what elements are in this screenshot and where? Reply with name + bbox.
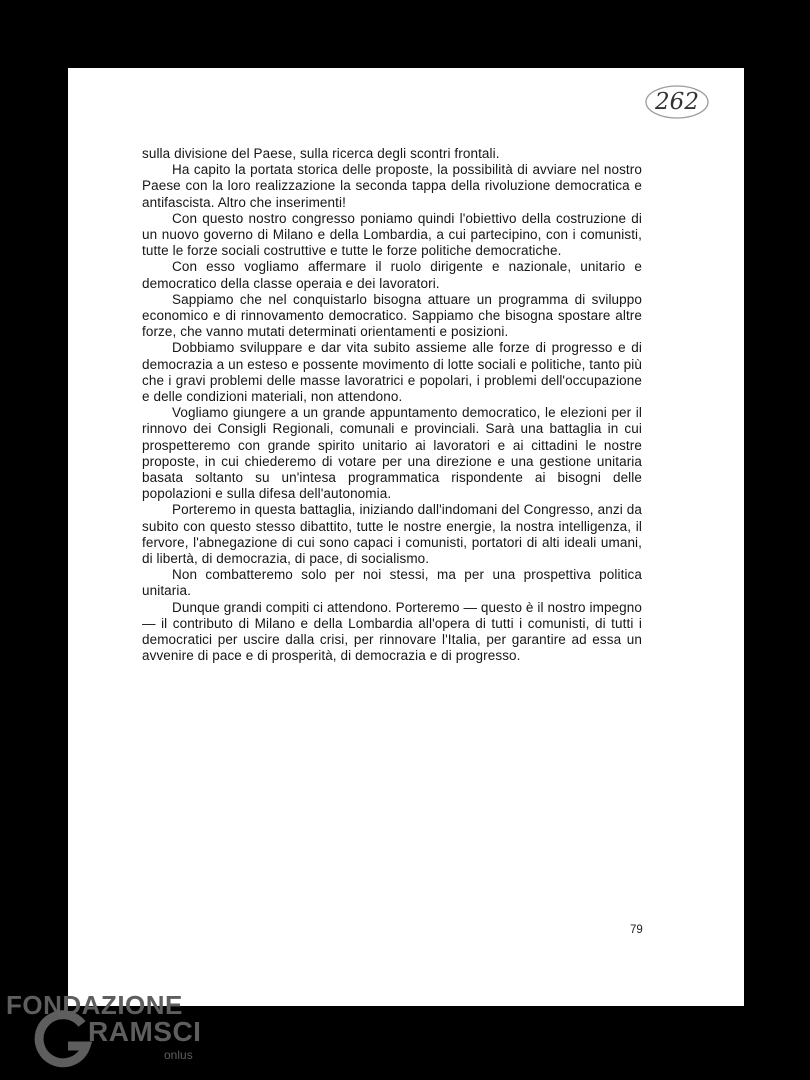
watermark-line2: RAMSCI xyxy=(88,1016,202,1047)
paragraph: Dunque grandi compiti ci attendono. Porteremo — questo è il nostro impegno — il contributo di Milano e della Lombardia all'opera di tutti i comunisti, di tutti i democratici per uscire dalla crisi, per rinnovare l'Italia, per garantire ad essa un avvenire di pace e di prosperità, di democrazia e di progresso. xyxy=(142,599,642,664)
body-text xyxy=(142,146,642,665)
paragraph: Sappiamo che nel conquistarlo bisogna attuare un programma di sviluppo economico e di rinnovamento democratico. Sappiamo che bisogna spostare altre forze, che vanno mutati determinati orientamenti e posizioni. xyxy=(142,291,642,340)
archive-number-stamp xyxy=(642,82,712,122)
paragraph: Vogliamo giungere a un grande appuntamento democratico, le elezioni per il rinnovo dei Consigli Regionali, comunali e provinciali. Sarà una battaglia in cui prospetteremo con grande spirito unitario ai lavoratori e ai cittadini le nostre proposte, in cui chiederemo di votare per una direzione e una gestione unitaria basata soltanto su un'intesa programmatica rispondente ai bisogni delle popolazioni e sulla difesa dell'autonomia. xyxy=(142,405,642,502)
page-number: 79 xyxy=(630,924,643,936)
paragraph: Ha capito la portata storica delle proposte, la possibilità di avviare nel nostro Paese con la loro realizzazione la seconda tappa della rivoluzione democratica e antifascista. Altro che inserimenti! xyxy=(142,162,642,210)
paragraph: Non combatteremo solo per noi stessi, ma per una prospettiva politica unitaria. xyxy=(142,567,642,599)
paragraph: sulla divisione del Paese, sulla ricerca degli scontri frontali. xyxy=(142,146,500,161)
watermark-onlus: onlus xyxy=(164,1048,193,1062)
paragraph: Con questo nostro congresso poniamo quindi l'obiettivo della costruzione di un nuovo governo di Milano e della Lombardia, a cui partecipino, con i comunisti, tutte le forze sociali costruttive e tutte le forze politiche democratiche. xyxy=(142,210,642,259)
paragraph: Con esso vogliamo affermare il ruolo dirigente e nazionale, unitario e democratico della classe operaia e dei lavoratori. xyxy=(142,259,642,291)
watermark-line1: FONDAZIONE xyxy=(6,990,183,1020)
fondazione-gramsci-watermark xyxy=(6,990,206,1070)
gramsci-g-logo-icon xyxy=(34,1010,94,1070)
paragraph: Dobbiamo sviluppare e dar vita subito assieme alle forze di progresso e di democrazia a un esteso e possente movimento di lotte sociali e politiche, tanto più che i gravi problemi delle masse lavoratrici e popolari, i problemi dell'occupazione e delle condizioni materiali, non attendono. xyxy=(142,340,642,405)
document-page xyxy=(68,68,744,1006)
paragraph: Porteremo in questa battaglia, iniziando dall'indomani del Congresso, anzi da subito con questo stesso dibattito, tutte le nostre energie, la nostra intelligenza, il fervore, l'abnegazione di cui sono capaci i comunisti, portatori di alti ideali umani, di libertà, di democrazia, di pace, di socialismo. xyxy=(142,502,642,567)
archive-number: 262 xyxy=(655,89,699,115)
